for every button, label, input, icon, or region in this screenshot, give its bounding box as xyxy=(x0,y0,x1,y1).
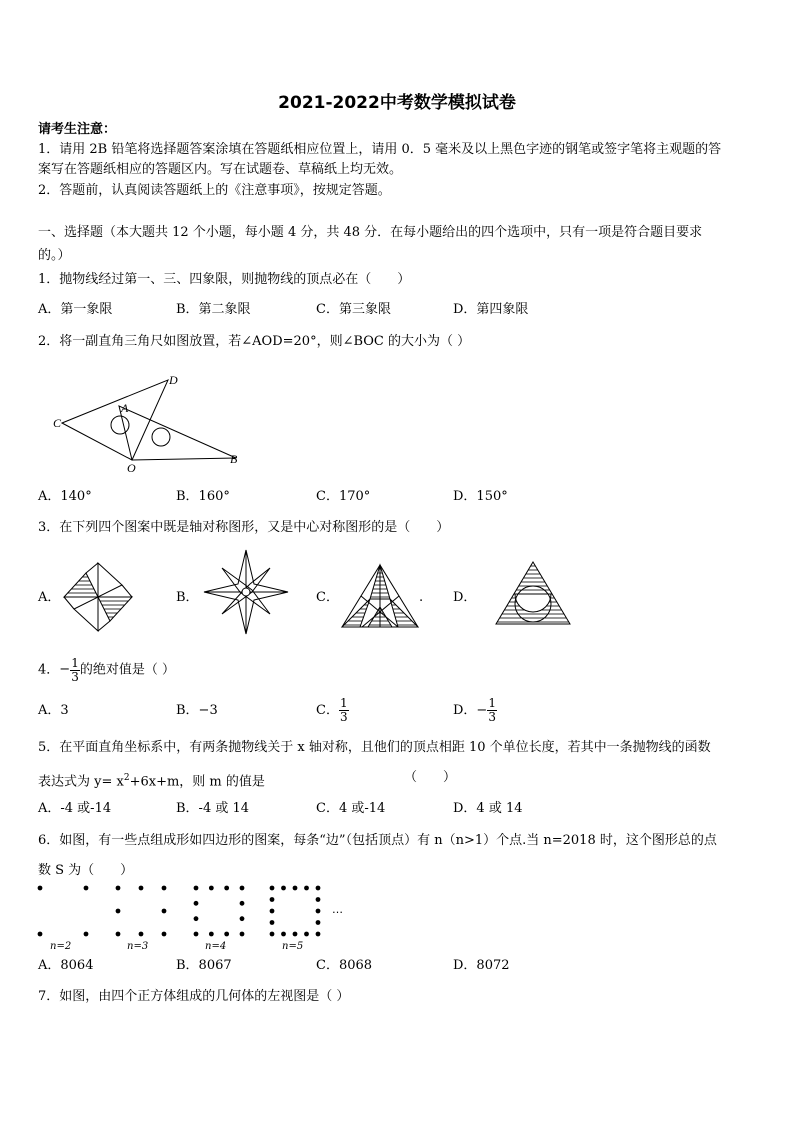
q4-option-b: B．−3 xyxy=(176,703,218,718)
q3-option-c-dot: . xyxy=(419,590,424,605)
section-heading-line-1: 一、选择题（本大题共 12 个小题，每小题 4 分，共 48 分．在每小题给出的四个选项中，只有一项是符合题目要求 xyxy=(38,225,703,240)
q5-stem-line-2 xyxy=(38,770,265,790)
q4-option-c xyxy=(316,692,349,730)
q2-label-b: B xyxy=(230,452,238,466)
q6-dot xyxy=(240,932,245,937)
q6-dot xyxy=(281,932,286,937)
q6-dot xyxy=(270,909,275,914)
q4-option-c-fraction xyxy=(339,697,349,724)
q2-triangle-figure xyxy=(50,368,250,478)
q6-option-b: B．8067 xyxy=(176,958,232,973)
q3-option-d: D． xyxy=(453,590,477,605)
q6-dot xyxy=(194,886,199,891)
q6-dot xyxy=(316,920,321,925)
q6-dot xyxy=(224,886,229,891)
q6-dot xyxy=(209,932,214,937)
q3-star-figure xyxy=(200,548,292,636)
q4-option-d-denominator: 3 xyxy=(488,710,496,724)
q4-option-c-label: C． xyxy=(316,703,339,718)
q5-answer-paren: （ ） xyxy=(404,770,457,785)
q3-option-b: B． xyxy=(176,590,199,605)
q6-label-n2: n=2 xyxy=(50,941,72,952)
q2-label-o: O xyxy=(127,461,136,475)
q6-dot xyxy=(270,886,275,891)
q5-option-c: C．4 或-14 xyxy=(316,801,386,816)
q6-option-a: A．8064 xyxy=(38,958,94,973)
q6-option-d: D．8072 xyxy=(453,958,510,973)
q6-label-n5: n=5 xyxy=(282,941,304,952)
q6-dot xyxy=(84,886,89,891)
q6-dot xyxy=(304,932,309,937)
q6-dot xyxy=(224,932,229,937)
q6-dot xyxy=(270,920,275,925)
q2-option-d: D．150° xyxy=(453,489,508,504)
q6-dot xyxy=(293,886,298,891)
q3-stem: 3．在下列四个图案中既是轴对称图形，又是中心对称图形的是（ ） xyxy=(38,520,450,535)
page-title: 2021-2022中考数学模拟试卷 xyxy=(278,93,516,113)
q6-label-n3: n=3 xyxy=(127,941,149,952)
q5-expression-end: +6x+m，则 m 的值是 xyxy=(129,774,265,790)
q4-option-d-numerator: 1 xyxy=(488,696,496,710)
q2-label-d: D xyxy=(169,373,178,387)
q4-option-d-fraction xyxy=(487,697,497,724)
q3-pinwheel-figure xyxy=(62,555,134,639)
notice-item-2: 2．答题前，认真阅读答题纸上的《注意事项》，按规定答题。 xyxy=(38,183,391,198)
q4-number: 4． xyxy=(38,662,60,678)
q6-dot xyxy=(316,932,321,937)
q6-dot xyxy=(116,932,121,937)
q6-dot xyxy=(162,932,167,937)
notice-item-1-line-2: 案写在答题纸相应的答题区内。写在试题卷、草稿纸上均无效。 xyxy=(38,162,403,177)
q6-option-c: C．8068 xyxy=(316,958,373,973)
q3-option-c: C． xyxy=(316,590,339,605)
q4-stem xyxy=(38,655,175,685)
q6-dot xyxy=(194,916,199,921)
q5-option-d: D．4 或 14 xyxy=(453,801,523,816)
q6-dot xyxy=(209,886,214,891)
q2-option-c: C．170° xyxy=(316,489,371,504)
notice-heading: 请考生注意： xyxy=(38,122,117,137)
q5-option-b: B．-4 或 14 xyxy=(176,801,250,816)
q7-stem: 7．如图，由四个正方体组成的几何体的左视图是（ ） xyxy=(38,989,350,1004)
q3-option-a: A． xyxy=(38,590,61,605)
q6-dot-pattern-figure xyxy=(34,882,354,954)
q1-option-c: C．第三象限 xyxy=(316,302,391,317)
section-heading-line-2: 的。） xyxy=(38,248,71,263)
q1-stem: 1．抛物线经过第一、三、四象限，则抛物线的顶点必在（ ） xyxy=(38,272,411,287)
q5-stem-line-1: 5．在平面直角坐标系中，有两条抛物线关于 x 轴对称，且他们的顶点相距 10 个单位长度，若其中一条抛物线的函数 xyxy=(38,740,711,755)
q6-ellipsis: … xyxy=(332,903,343,916)
q4-fraction-denominator: 3 xyxy=(71,669,79,684)
q6-dot xyxy=(270,897,275,902)
q6-label-n4: n=4 xyxy=(205,941,227,952)
q4-stem-tail: 的绝对值是（ ） xyxy=(79,662,175,678)
q4-option-d-label: D．− xyxy=(453,703,488,718)
q6-dot xyxy=(240,901,245,906)
q6-dot xyxy=(139,932,144,937)
q2-stem: 2．将一副直角三角尺如图放置，若∠AOD=20°，则∠BOC 的大小为（ ） xyxy=(38,334,471,349)
q6-dot xyxy=(139,886,144,891)
q4-option-c-numerator: 1 xyxy=(339,696,348,710)
q6-dot xyxy=(316,886,321,891)
q1-option-d: D．第四象限 xyxy=(453,302,529,317)
q2-label-c: C xyxy=(53,416,62,430)
q6-dot xyxy=(240,916,245,921)
q2-option-a: A．140° xyxy=(38,489,92,504)
q6-dot xyxy=(162,909,167,914)
notice-item-1-line-1: 1．请用 2B 铅笔将选择题答案涂填在答题纸相应位置上，请用 0．5 毫米及以上黑色字迹的钢笔或签字笔将主观题的答 xyxy=(38,142,722,157)
q1-option-b: B．第二象限 xyxy=(176,302,251,317)
q6-dot xyxy=(281,886,286,891)
q6-dot xyxy=(293,932,298,937)
q6-dot xyxy=(38,932,43,937)
q6-dot xyxy=(116,886,121,891)
q6-dot xyxy=(194,901,199,906)
q6-dot xyxy=(162,886,167,891)
q4-option-d xyxy=(453,692,497,730)
q5-exponent: 2 xyxy=(123,773,130,783)
q6-dot xyxy=(240,886,245,891)
q6-dot xyxy=(316,909,321,914)
q4-option-a: A．3 xyxy=(38,703,69,718)
q4-fraction-numerator: 1 xyxy=(71,655,79,670)
q6-stem-line-1: 6．如图，有一些点组成形如四边形的图案，每条“边”（包括顶点）有 n（n>1）个点.当 n=2018 时，这个图形总的点 xyxy=(38,833,717,848)
q6-dot xyxy=(38,886,43,891)
q2-label-a: A xyxy=(121,401,129,415)
q3-hatched-triangle-figure xyxy=(340,563,420,629)
q4-minus: − xyxy=(59,662,71,677)
q6-dot xyxy=(316,897,321,902)
q6-dot xyxy=(270,932,275,937)
q3-circle-triangle-figure xyxy=(494,560,572,626)
q4-fraction xyxy=(70,657,80,684)
q5-expression-start: 表达式为 y= x xyxy=(38,774,124,790)
q6-stem-line-2: 数 S 为（ ） xyxy=(38,863,134,878)
q1-option-a: A．第一象限 xyxy=(38,302,113,317)
q6-dot xyxy=(194,932,199,937)
q4-option-c-denominator: 3 xyxy=(339,710,348,724)
q6-dot xyxy=(84,932,89,937)
q6-dot xyxy=(304,886,309,891)
q2-option-b: B．160° xyxy=(176,489,230,504)
q6-dot xyxy=(116,909,121,914)
q5-option-a: A．-4 或-14 xyxy=(38,801,112,816)
